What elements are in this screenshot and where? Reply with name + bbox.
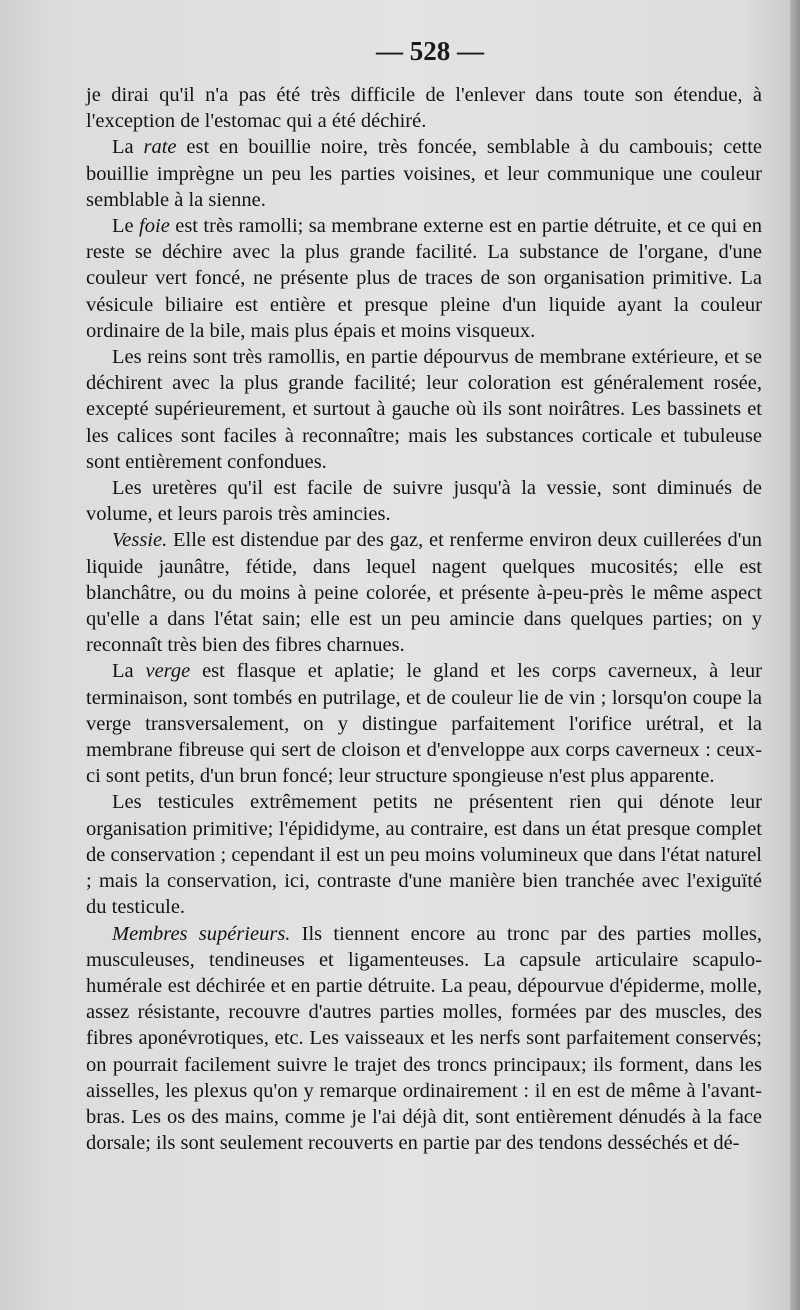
- paragraph-ureteres: [86, 475, 762, 527]
- paragraph-text: Les uretères qu'il est facile de suivre jusqu'à la vessie, sont diminués de volume, et leurs parois très amincies.: [86, 477, 762, 526]
- paragraph-italic-term: Vessie.: [112, 529, 168, 552]
- paragraph-italic-term: foie: [139, 215, 170, 238]
- paragraph-reins: [86, 344, 762, 475]
- paragraph-foie: [86, 213, 762, 344]
- paragraph-verge: [86, 658, 762, 789]
- paragraph-text: est flasque et aplatie; le gland et les corps caverneux, à leur terminaison, sont tombés en putrilage, et de couleur lie de vin ; lorsqu'on coupe la verge transversalement, on y distingue parfaitement l'orifice urétral, et la membrane fibreuse qui sert de cloison et d'enveloppe aux corps caverneux : ceux-ci sont petits, d'un brun foncé; leur structure spongieuse n'est plus apparente.: [86, 660, 762, 788]
- paragraph-italic-term: Membres supérieurs.: [112, 922, 291, 945]
- paragraph-text: est en bouillie noire, très foncée, semblable à du cambouis; cette bouillie imprègne un peu les parties voisines, et leur communique une couleur semblable à la sienne.: [86, 136, 762, 211]
- paragraph-rate: [86, 134, 762, 213]
- paragraph-text: je dirai qu'il n'a pas été très difficile de l'enlever dans toute son étendue, à l'exception de l'estomac qui a été déchiré.: [86, 84, 762, 133]
- paragraph-continuation: [86, 82, 762, 134]
- paragraph-testicules: [86, 789, 762, 920]
- paragraph-italic-term: rate: [143, 136, 177, 159]
- page-number: — 528 —: [376, 36, 484, 66]
- paragraph-lead: La: [112, 136, 144, 159]
- paragraph-lead: Le: [112, 215, 140, 238]
- paragraph-vessie: [86, 527, 762, 658]
- paragraph-italic-term: verge: [145, 660, 191, 683]
- paragraph-text: Les reins sont très ramollis, en partie dépourvus de membrane extérieure, et se déchirent avec la plus grande facilité; leur coloration est généralement rosée, excepté supérieurement, et surtout à gauche où ils sont noirâtres. Les bassinets et les calices sont faciles à reconnaître; mais les substances corticale et tubuleuse sont entièrement confondues.: [86, 346, 762, 473]
- paragraph-lead: La: [112, 660, 146, 683]
- paragraph-text: Elle est distendue par des gaz, et renferme environ deux cuillerées d'un liquide jaunâtre, fétide, dans lequel nagent quelques mucosités; elle est blanchâtre, ou du moins à peine colorée, et présente à-peu-près le même aspect qu'elle a dans l'état sain; elle est un peu amincie dans quelques parties; on y reconnaît très bien des fibres charnues.: [86, 529, 762, 657]
- paragraph-text: Ils tiennent encore au tronc par des parties molles, musculeuses, tendineuses et ligamenteuses. La capsule articulaire scapulo-humérale est déchirée et en partie détruite. La peau, dépourvue d'épiderme, molle, assez résistante, recouvre d'autres parties molles, formées par des muscles, des fibres aponévrotiques, etc. Les vaisseaux et les nerfs sont parfaitement conservés; on pourrait facilement suivre le trajet des troncs principaux; ils forment, dans les aisselles, les plexus qu'on y remarque ordinairement : il en est de même à l'avant-bras. Les os des mains, comme je l'ai déjà dit, sont entièrement dénudés à la face dorsale; ils sont seulement recouverts en partie par des tendons desséchés et dé-: [86, 922, 763, 1155]
- paragraph-text: est très ramolli; sa membrane externe est en partie détruite, et ce qui en reste se déchire avec la plus grande facilité. La substance de l'organe, d'une couleur vert foncé, ne présente plus de traces de son organisation primitive. La vésicule biliaire est entière et presque pleine d'un liquide ayant la couleur ordinaire de la bile, mais plus épais et moins visqueux.: [86, 215, 762, 342]
- body-text: [86, 82, 762, 1156]
- paragraph-membres-superieurs: [86, 921, 762, 1157]
- page-edge-shadow: [790, 0, 800, 1310]
- paragraph-text: Les testicules extrêmement petits ne présentent rien qui dénote leur organisation primitive; l'épididyme, au contraire, est dans un état presque complet de conservation ; cependant il est un peu moins volumineux que dans l'état naturel ; mais la conservation, ici, contraste d'une manière bien tranchée avec l'exiguïté du testicule.: [86, 791, 762, 919]
